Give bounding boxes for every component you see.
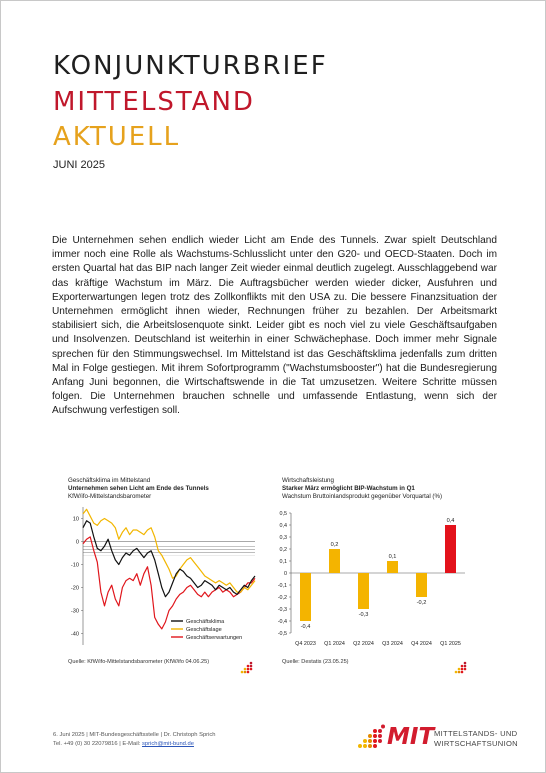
footer	[53, 731, 216, 749]
mit-logo-line2: WIRTSCHAFTSUNION	[434, 738, 518, 748]
right-chart-subtitle: Wachstum Bruttoinlandsprodukt gegenüber Vorquartal (%)	[282, 493, 443, 500]
title-konjunkturbrief: KONJUNKTURBRIEF	[53, 51, 328, 81]
mit-logo-line1: MITTELSTANDS- UND	[434, 729, 518, 738]
bar-q4-2024	[416, 573, 427, 597]
bar-value-label: -0,2	[416, 600, 427, 606]
mit-dots-icon	[453, 661, 469, 675]
issue-date: JUNI 2025	[53, 159, 105, 171]
y-tick-label: 0	[75, 539, 79, 546]
bar-q3-2024	[387, 561, 398, 573]
legend-label: Geschäftslage	[186, 627, 222, 633]
legend-label: Geschäftserwartungen	[186, 635, 243, 641]
y-tick-label: 0,5	[279, 511, 287, 517]
series-line-geschäftsklima	[83, 521, 255, 597]
bar-chart	[273, 509, 469, 659]
y-tick-label: 10	[72, 516, 79, 523]
right-chart-source: Quelle: Destatis (23.05.25)	[282, 659, 349, 665]
left-chart-title: Unternehmen sehen Licht am Ende des Tunnels	[68, 485, 209, 492]
mit-logo-text	[434, 729, 518, 748]
title-aktuell: AKTUELL	[53, 122, 181, 152]
y-tick-label: 0,1	[279, 559, 287, 565]
y-tick-label: -0,5	[277, 631, 287, 637]
x-tick-label: Q4 2024	[411, 641, 432, 647]
bar-value-label: 0,2	[330, 542, 339, 548]
bar-q2-2024	[358, 573, 369, 609]
y-tick-label: -0,2	[277, 595, 287, 601]
y-tick-label: 0,3	[279, 535, 287, 541]
right-chart-title: Starker März ermöglicht BIP-Wachstum in Q1	[282, 485, 415, 492]
x-tick-label: Q3 2024	[382, 641, 403, 647]
x-tick-label: Q2 2024	[353, 641, 374, 647]
y-tick-label: -30	[70, 608, 79, 615]
bar-value-label: -0,4	[300, 624, 311, 630]
y-tick-label: 0,4	[279, 523, 287, 529]
y-tick-label: 0	[284, 571, 287, 577]
y-tick-label: -20	[70, 585, 79, 592]
left-chart-kicker: Geschäftsklima im Mittelstand	[68, 477, 151, 484]
bar-value-label: 0,4	[446, 518, 455, 524]
bar-q1-2025	[445, 525, 456, 573]
bar-q4-2023	[300, 573, 311, 621]
line-chart	[59, 501, 259, 656]
mit-dots-icon	[239, 661, 255, 675]
x-tick-label: Q4 2023	[295, 641, 316, 647]
y-tick-label: -0,4	[277, 619, 287, 625]
left-chart-source: Quelle: KfW/ifo-Mittelstandsbarometer (KfW/ifo 04.06.25)	[68, 659, 210, 665]
y-tick-label: -0,3	[277, 607, 287, 613]
footer-line1: 6. Juni 2025 | MIT-Bundesgeschäftsstelle | Dr. Christoph Sprich	[53, 732, 216, 738]
bar-value-label: -0,3	[358, 612, 369, 618]
y-tick-label: -0,1	[277, 583, 287, 589]
mit-logo-word: MIT	[387, 724, 435, 750]
x-tick-label: Q1 2025	[440, 641, 461, 647]
mit-logo-dots-icon	[357, 724, 387, 750]
bar-q1-2024	[329, 549, 340, 573]
right-chart-kicker: Wirtschaftsleistung	[282, 477, 334, 484]
hatch-band	[83, 546, 255, 555]
y-tick-label: -40	[70, 631, 79, 638]
left-chart-subtitle: KfW/ifo-Mittelstandsbarometer	[68, 493, 152, 500]
footer-contact: Tel. +49 (0) 30 22079816 | E-Mail:	[53, 741, 142, 747]
bar-value-label: 0,1	[388, 554, 397, 560]
title-mittelstand: MITTELSTAND	[53, 87, 255, 117]
body-text: Die Unternehmen sehen endlich wieder Licht am Ende des Tunnels. Zwar spielt Deutschland immer noch eine Rolle als Wachstums-Schlusslicht unter den G20- und OECD-Staaten. Doch im ersten Quartal hat das BIP nach langer Zeit wieder einmal deutlich zugelegt. Ausschlaggebend war das kräftige Wachstum im März. Die Auftragsbücher werden wieder dicker, Ausfuhren und Exporterwartungen legen trotz des Zollkonflikts mit den USA zu. Die bessere Finanzsituation der Unternehmen ermöglicht ihnen wieder, Rechnungen früher zu bezahlen. Der Arbeitsmarkt stabilisiert sich, die Arbeitslosenquote sinkt. Leider gibt es noch viel zu viele Geschäftsaufgaben und Insolvenzen. Deutschland ist weiterhin in einer Schwächephase. Doch immer mehr Signale sprechen für den Stimmungswechsel. Im Mittelstand ist das Geschäftsklima jedenfalls zum dritten Mal in Folge gestiegen. Mit ihrem Sofortprogramm ("Wachstumsbooster") hat die Bundesregierung Anfang Juni begonnen, die Wirtschaftswende in die Tat umzusetzen. Weitere Schritte müssen folgen. Die Unternehmen brauchen schnelle und umfassende Entlastung, wenn sich der Aufschwung verfestigen soll.	[52, 235, 497, 417]
y-tick-label: 0,2	[279, 547, 287, 553]
y-tick-label: -10	[70, 562, 79, 569]
x-tick-label: Q1 2024	[324, 641, 345, 647]
legend-label: Geschäftsklima	[186, 619, 225, 625]
footer-email-link[interactable]: sprich@mit-bund.de	[142, 741, 194, 747]
footer-line2	[53, 740, 216, 749]
